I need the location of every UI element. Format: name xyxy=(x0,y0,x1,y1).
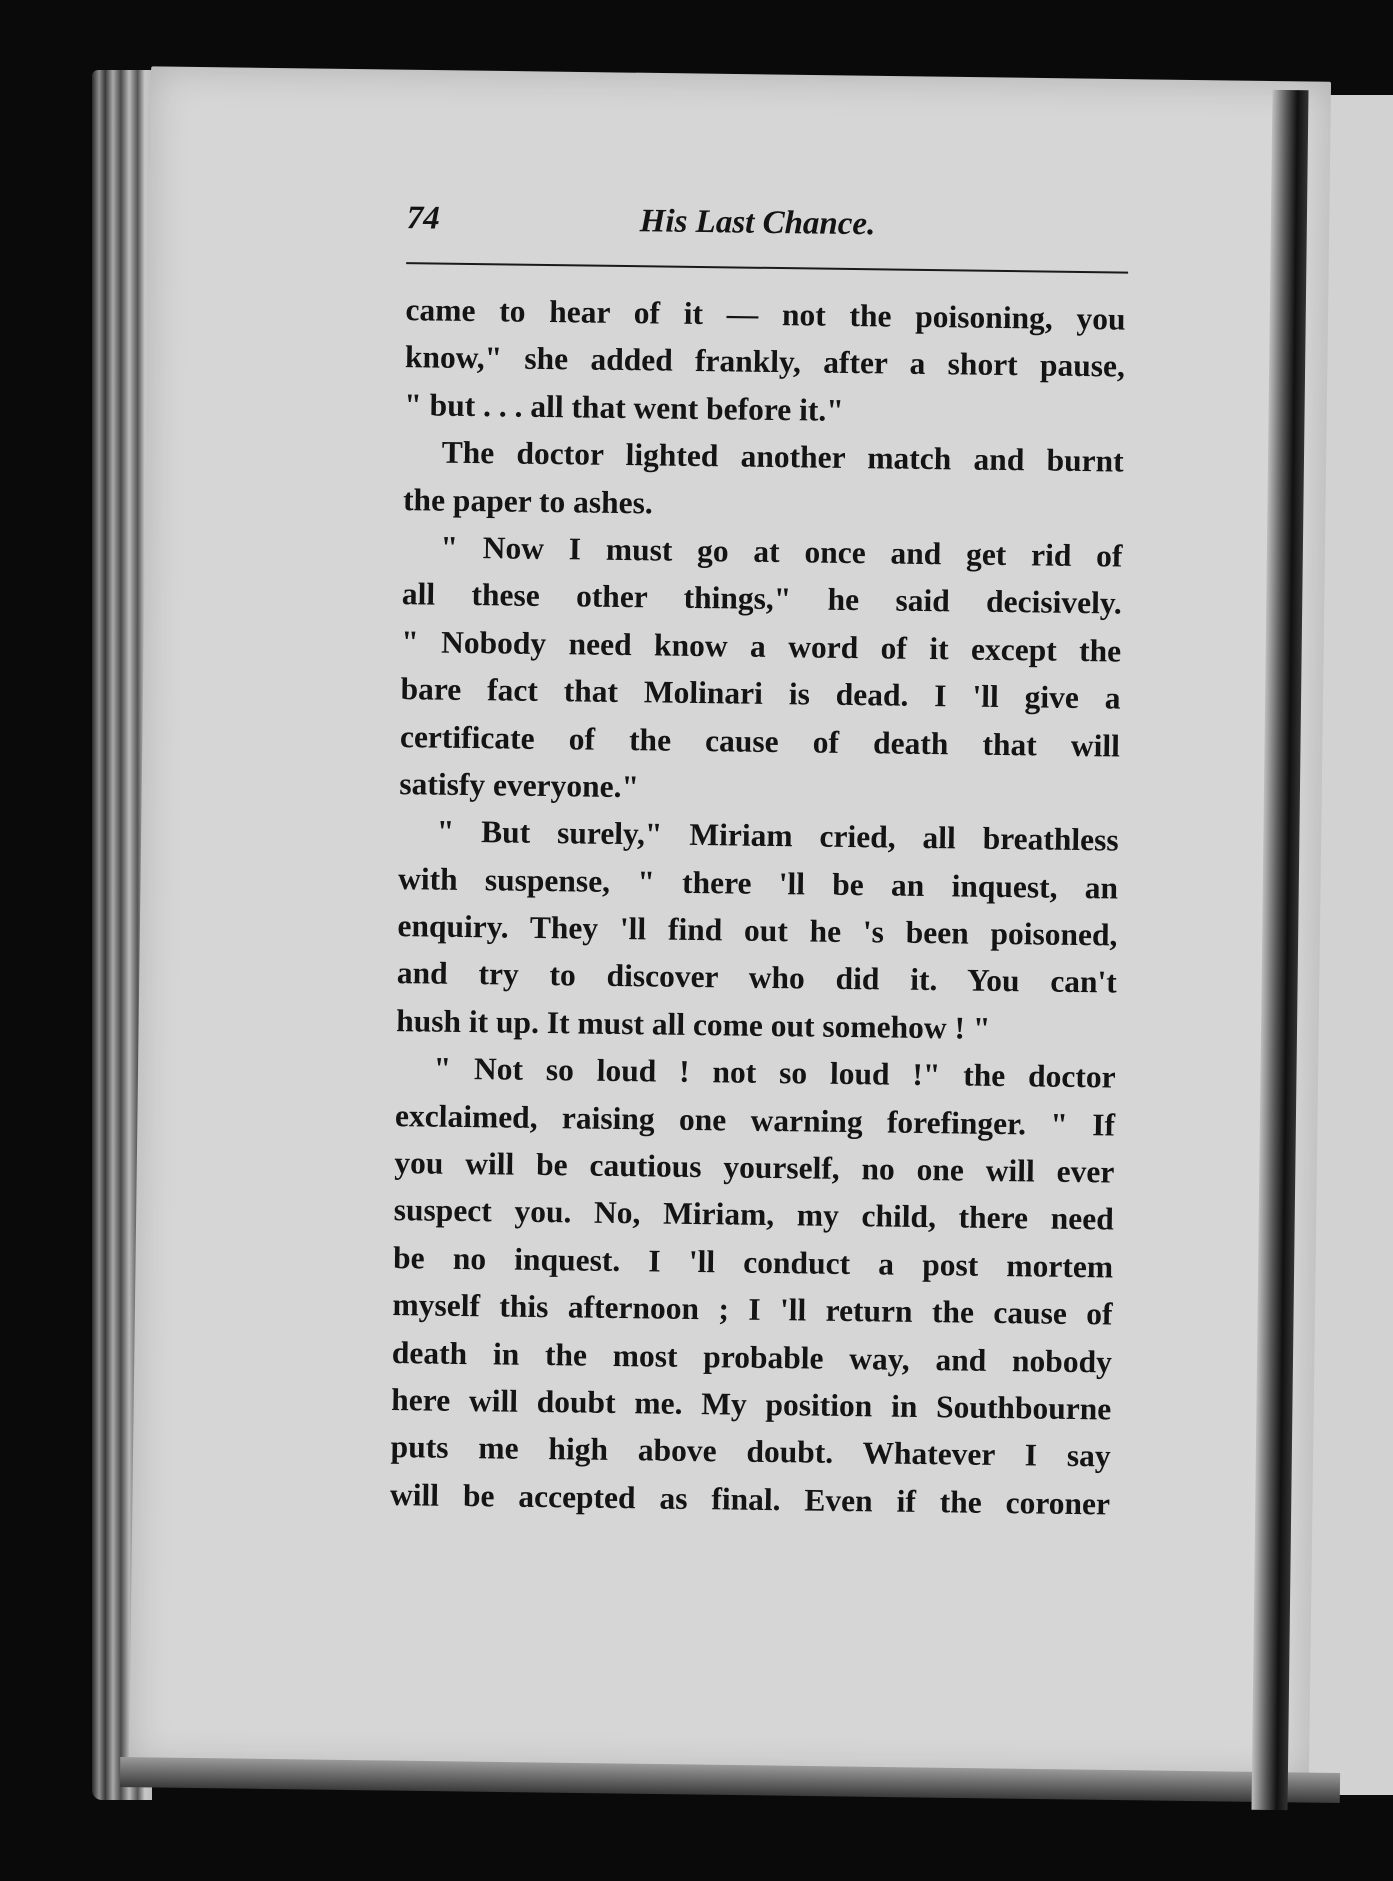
text-line: puts me high above doubt. Whatever I say xyxy=(390,1429,1111,1474)
text-line: " Nobody need know a word of it except the xyxy=(400,623,1122,669)
text-line: bare fact that Molinari is dead. I 'll give a xyxy=(400,671,1121,716)
text-line: hush it up. It must all come out somehow ! " xyxy=(396,1002,991,1046)
text-line: came to hear of it — not the poisoning, you xyxy=(405,292,1126,337)
text-line: " But surely," Miriam cried, all breathless xyxy=(436,813,1119,858)
text-line: you will be cautious yourself, no one will ever xyxy=(394,1145,1115,1190)
text-line: " Not so loud ! not so loud !" the doctor xyxy=(433,1050,1116,1095)
text-line: " Now I must go at once and get rid of xyxy=(440,529,1123,574)
text-line: myself this afternoon ; I 'll return the cause of xyxy=(392,1287,1113,1332)
text-line: The doctor lighted another match and burnt xyxy=(441,434,1124,479)
text-line: here will doubt me. My position in Southbourne xyxy=(391,1382,1112,1427)
text-line: and try to discover who did it. You can't xyxy=(396,955,1118,1000)
body-text xyxy=(390,286,1126,1527)
text-line: exclaimed, raising one warning forefinger. " If xyxy=(394,1097,1116,1143)
text-line: all these other things," he said decisively. xyxy=(401,576,1123,621)
text-line: suspect you. No, Miriam, my child, there need xyxy=(393,1192,1114,1237)
text-line: the paper to ashes. xyxy=(402,481,653,520)
header-rule xyxy=(406,262,1128,273)
text-line: certificate of the cause of death that will xyxy=(399,718,1121,764)
text-line: death in the most probable way, and nobody xyxy=(391,1334,1113,1380)
text-line: " but . . . all that went before it." xyxy=(404,386,845,428)
text-line: will be accepted as final. Even if the coroner xyxy=(389,1476,1111,1522)
running-title: His Last Chance. xyxy=(639,203,876,243)
running-head xyxy=(394,200,1127,262)
page-number: 74 xyxy=(406,200,440,237)
page-text xyxy=(378,200,1127,1528)
text-line: know," she added frankly, after a short pause, xyxy=(404,339,1126,384)
text-line: be no inquest. I 'll conduct a post mortem xyxy=(392,1239,1114,1285)
text-line: satisfy everyone." xyxy=(399,766,640,805)
text-line: with suspense, " there 'll be an inquest, an xyxy=(397,860,1119,906)
text-line: enquiry. They 'll find out he 's been poisoned, xyxy=(397,908,1118,953)
